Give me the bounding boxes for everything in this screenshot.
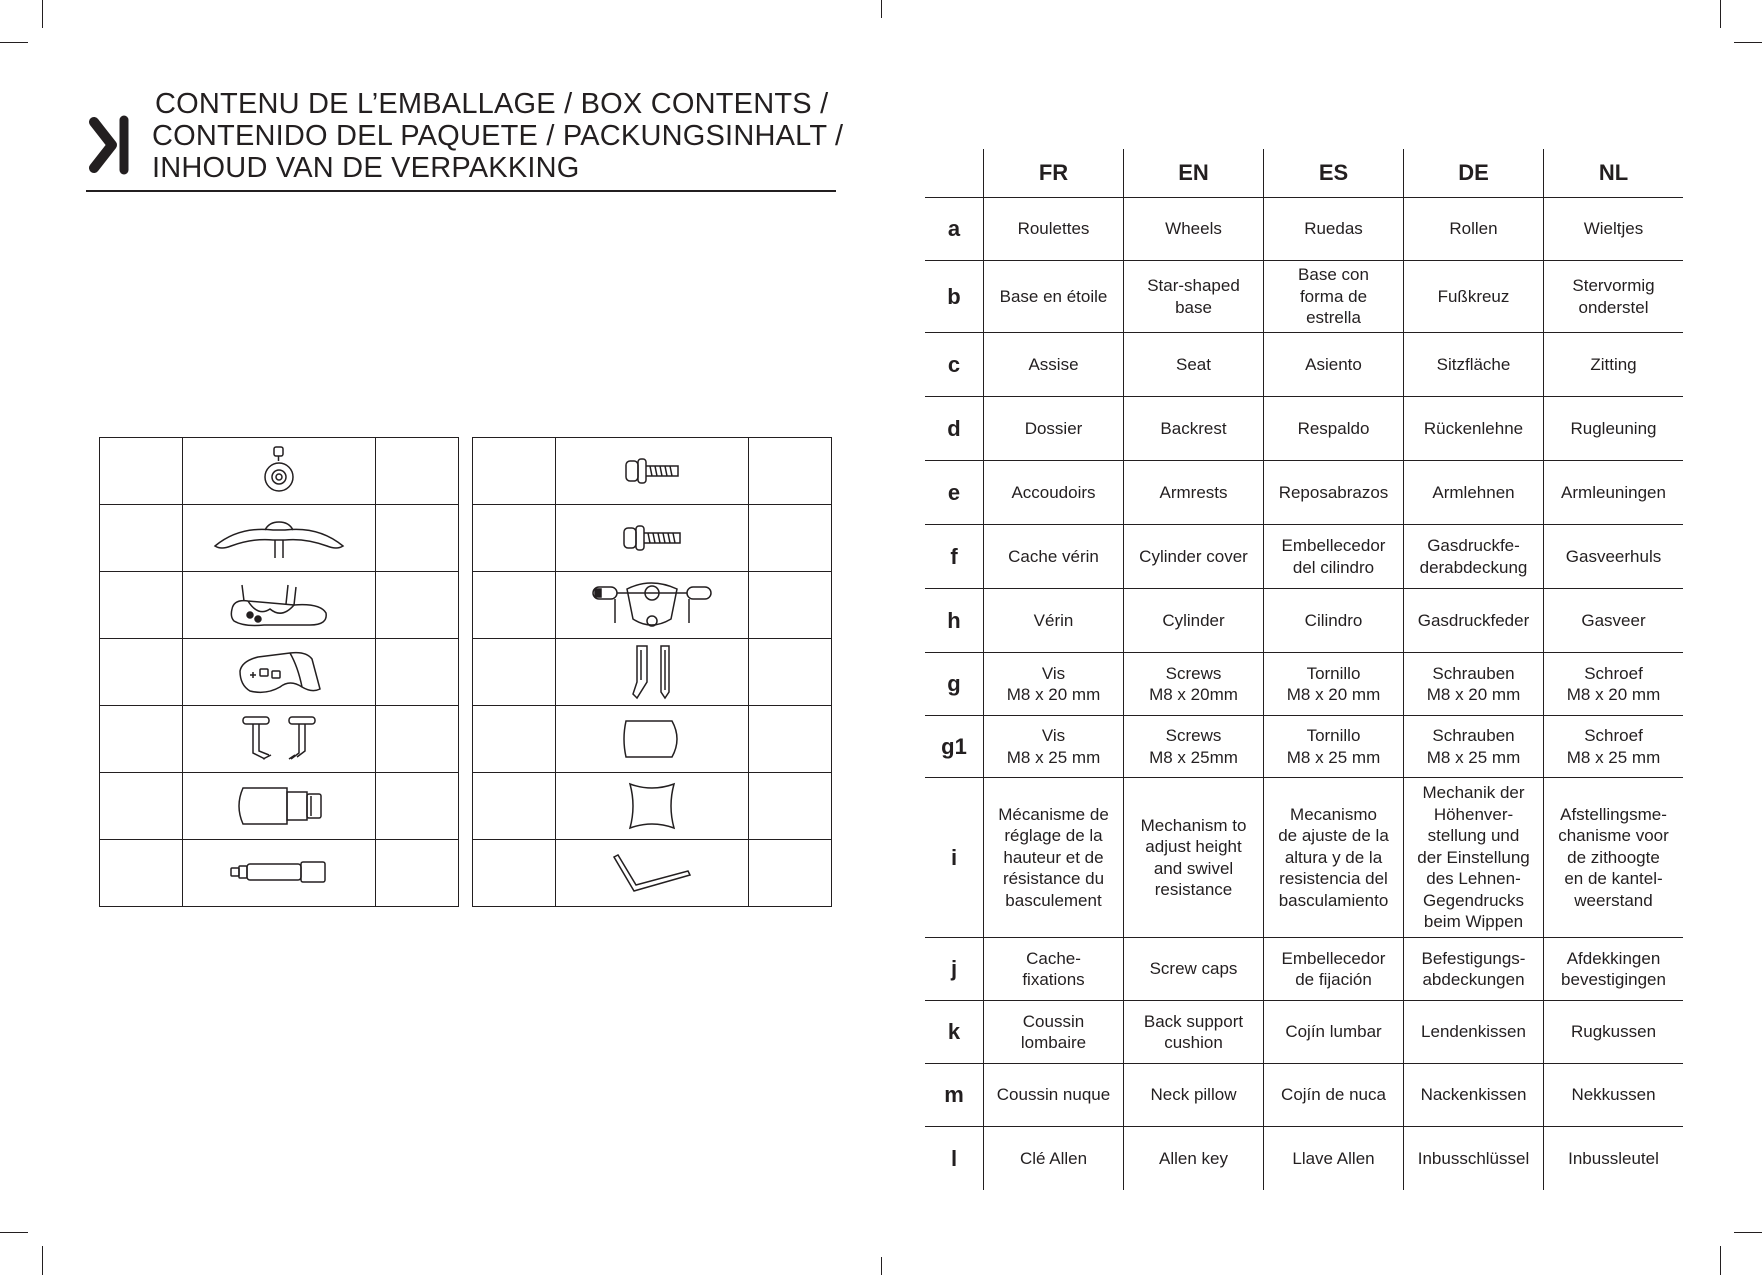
translation-cell: Nekkussen: [1544, 1064, 1684, 1127]
part-letter: b: [925, 261, 984, 333]
translation-cell: Respaldo: [1264, 397, 1404, 461]
qty-cell: [376, 773, 459, 840]
part-letter: k: [925, 1001, 984, 1064]
letter-cell: [100, 706, 183, 773]
parts-row: [100, 840, 459, 907]
gas-cylinder-icon: [229, 858, 329, 888]
translation-cell: Cylinder: [1124, 589, 1264, 653]
part-image-cell: [183, 773, 376, 840]
letter-cell: [100, 505, 183, 572]
translation-cell: Roulettes: [984, 198, 1124, 261]
translation-cell: Backrest: [1124, 397, 1264, 461]
translation-cell: Afdekkingen bevestigingen: [1544, 938, 1684, 1001]
translation-cell: Rollen: [1404, 198, 1544, 261]
crop-mark: [881, 1257, 882, 1275]
cylinder-cover-icon: [231, 782, 327, 830]
translation-cell: Schroef M8 x 20 mm: [1544, 653, 1684, 716]
part-image-cell: [556, 438, 749, 505]
lang-header: ES: [1264, 149, 1404, 198]
translation-cell: Base con forma de estrella: [1264, 261, 1404, 333]
translation-row: [925, 261, 1683, 333]
crop-mark: [881, 0, 882, 18]
translation-cell: Armleuningen: [1544, 461, 1684, 525]
page-title: [152, 88, 843, 184]
part-letter: i: [925, 778, 984, 938]
translation-cell: Accoudoirs: [984, 461, 1124, 525]
translation-cell: Schroef M8 x 25 mm: [1544, 716, 1684, 778]
qty-cell: [749, 639, 832, 706]
translation-row: [925, 198, 1683, 261]
translation-row: [925, 778, 1683, 938]
letter-cell: [473, 438, 556, 505]
part-image-cell: [183, 840, 376, 907]
part-image-cell: [556, 639, 749, 706]
qty-cell: [749, 773, 832, 840]
parts-row: [100, 773, 459, 840]
translation-cell: Inbussleutel: [1544, 1127, 1684, 1190]
key-header: [925, 149, 984, 198]
translation-row: [925, 461, 1683, 525]
parts-row: [473, 706, 832, 773]
part-image-cell: [556, 505, 749, 572]
translation-cell: Vis M8 x 25 mm: [984, 716, 1124, 778]
letter-cell: [473, 505, 556, 572]
crop-mark: [1734, 1232, 1762, 1233]
allen-key-icon: [610, 851, 694, 895]
translation-cell: Armrests: [1124, 461, 1264, 525]
chevron-bar-logo: [86, 114, 132, 176]
translation-cell: Gasveerhuls: [1544, 525, 1684, 589]
translation-cell: Zitting: [1544, 333, 1684, 397]
translation-cell: Lendenkissen: [1404, 1001, 1544, 1064]
parts-row: [100, 505, 459, 572]
parts-row: [100, 706, 459, 773]
translation-cell: Armlehnen: [1404, 461, 1544, 525]
screw-long-icon: [622, 525, 682, 551]
letter-cell: [100, 773, 183, 840]
translation-cell: Gasdruckfeder: [1404, 589, 1544, 653]
parts-grid-right: [472, 437, 832, 907]
translation-cell: Inbusschlüssel: [1404, 1127, 1544, 1190]
translation-cell: Dossier: [984, 397, 1124, 461]
part-letter: g1: [925, 716, 984, 778]
translation-row: [925, 589, 1683, 653]
qty-cell: [376, 706, 459, 773]
translation-cell: Schrauben M8 x 25 mm: [1404, 716, 1544, 778]
tilt-mechanism-icon: [587, 577, 717, 633]
translation-row: [925, 1127, 1683, 1190]
qty-cell: [749, 840, 832, 907]
qty-cell: [376, 840, 459, 907]
translation-cell: Wheels: [1124, 198, 1264, 261]
translation-row: [925, 1064, 1683, 1127]
translation-cell: Embellecedor del cilindro: [1264, 525, 1404, 589]
translation-row: [925, 333, 1683, 397]
armrests-icon: [239, 713, 319, 765]
translation-cell: Assise: [984, 333, 1124, 397]
part-letter: a: [925, 198, 984, 261]
translation-cell: Mecanismo de ajuste de la altura y de la resistencia del basculamiento: [1264, 778, 1404, 938]
letter-cell: [473, 572, 556, 639]
part-letter: h: [925, 589, 984, 653]
letter-cell: [473, 706, 556, 773]
parts-row: [473, 572, 832, 639]
letter-cell: [100, 572, 183, 639]
translation-cell: Cylinder cover: [1124, 525, 1264, 589]
letter-cell: [100, 840, 183, 907]
qty-cell: [376, 505, 459, 572]
translation-cell: Reposabrazos: [1264, 461, 1404, 525]
translation-cell: Mechanik der Höhenver- stellung und der Einstellung des Lehnen- Gegendrucks beim Wippen: [1404, 778, 1544, 938]
translation-cell: Screw caps: [1124, 938, 1264, 1001]
translation-cell: Clé Allen: [984, 1127, 1124, 1190]
neck-pillow-icon: [622, 780, 682, 832]
parts-row: [100, 438, 459, 505]
crop-mark: [0, 42, 28, 43]
parts-grid-left: [99, 437, 459, 907]
translation-cell: Vérin: [984, 589, 1124, 653]
letter-cell: [100, 639, 183, 706]
translation-cell: Coussin lombaire: [984, 1001, 1124, 1064]
translation-cell: Cilindro: [1264, 589, 1404, 653]
lang-header: EN: [1124, 149, 1264, 198]
title-line-2: CONTENIDO DEL PAQUETE / PACKUNGSINHALT /: [152, 120, 844, 152]
translation-row: [925, 938, 1683, 1001]
backrest-icon: [236, 647, 322, 697]
lang-header: DE: [1404, 149, 1544, 198]
letter-cell: [100, 438, 183, 505]
part-letter: j: [925, 938, 984, 1001]
part-image-cell: [183, 572, 376, 639]
letter-cell: [473, 639, 556, 706]
crop-mark: [42, 0, 43, 28]
translation-header-row: [925, 149, 1683, 198]
translation-cell: Rugkussen: [1544, 1001, 1684, 1064]
translation-cell: Gasdruckfe- derabdeckung: [1404, 525, 1544, 589]
translation-body: [925, 198, 1683, 1190]
parts-row: [473, 438, 832, 505]
translation-cell: Seat: [1124, 333, 1264, 397]
crop-mark: [0, 1232, 28, 1233]
translation-row: [925, 653, 1683, 716]
part-image-cell: [183, 505, 376, 572]
translation-cell: Cojín de nuca: [1264, 1064, 1404, 1127]
translation-cell: Allen key: [1124, 1127, 1264, 1190]
translation-cell: Back support cushion: [1124, 1001, 1264, 1064]
letter-cell: [473, 840, 556, 907]
part-letter: f: [925, 525, 984, 589]
translation-cell: Wieltjes: [1544, 198, 1684, 261]
translation-cell: Vis M8 x 20 mm: [984, 653, 1124, 716]
translation-cell: Stervormig onderstel: [1544, 261, 1684, 333]
lang-header: NL: [1544, 149, 1684, 198]
part-image-cell: [183, 438, 376, 505]
translation-cell: Afstellingsme- chanisme voor de zithoogte en de kantel- weerstand: [1544, 778, 1684, 938]
parts-row: [100, 639, 459, 706]
heading-divider: [86, 190, 836, 192]
translation-cell: Rugleuning: [1544, 397, 1684, 461]
part-letter: c: [925, 333, 984, 397]
letter-cell: [473, 773, 556, 840]
parts-row: [473, 840, 832, 907]
part-image-cell: [556, 840, 749, 907]
translation-row: [925, 1001, 1683, 1064]
translation-cell: Coussin nuque: [984, 1064, 1124, 1127]
part-image-cell: [556, 706, 749, 773]
translation-cell: Schrauben M8 x 20 mm: [1404, 653, 1544, 716]
translation-cell: Mechanism to adjust height and swivel resistance: [1124, 778, 1264, 938]
parts-row: [100, 572, 459, 639]
translation-cell: Befestigungs- abdeckungen: [1404, 938, 1544, 1001]
lang-header: FR: [984, 149, 1124, 198]
qty-cell: [749, 505, 832, 572]
translation-cell: Star-shaped base: [1124, 261, 1264, 333]
translation-cell: Neck pillow: [1124, 1064, 1264, 1127]
crop-mark: [1720, 0, 1721, 28]
star-base-icon: [209, 516, 349, 560]
qty-cell: [376, 438, 459, 505]
translation-cell: Asiento: [1264, 333, 1404, 397]
translation-row: [925, 716, 1683, 778]
translation-cell: Cache vérin: [984, 525, 1124, 589]
crop-mark: [1720, 1246, 1721, 1275]
qty-cell: [376, 639, 459, 706]
qty-cell: [749, 572, 832, 639]
translation-cell: Rückenlehne: [1404, 397, 1544, 461]
title-line-3: INHOUD VAN DE VERPAKKING: [152, 152, 580, 184]
translation-cell: Tornillo M8 x 25 mm: [1264, 716, 1404, 778]
translation-cell: Mécanisme de réglage de la hauteur et de résistance du basculement: [984, 778, 1124, 938]
translation-cell: Cache- fixations: [984, 938, 1124, 1001]
part-image-cell: [556, 773, 749, 840]
parts-row: [473, 773, 832, 840]
parts-row: [473, 505, 832, 572]
wheel-caster-icon: [259, 443, 299, 499]
part-letter: m: [925, 1064, 984, 1127]
crop-mark: [1734, 42, 1762, 43]
title-line-1: CONTENU DE L’EMBALLAGE / BOX CONTENTS /: [155, 88, 829, 120]
translation-cell: Cojín lumbar: [1264, 1001, 1404, 1064]
translation-row: [925, 525, 1683, 589]
translation-cell: Screws M8 x 20mm: [1124, 653, 1264, 716]
part-image-cell: [556, 572, 749, 639]
qty-cell: [376, 572, 459, 639]
translation-row: [925, 397, 1683, 461]
part-letter: d: [925, 397, 984, 461]
lumbar-cushion-icon: [620, 715, 684, 763]
part-letter: l: [925, 1127, 984, 1190]
translation-cell: Screws M8 x 25mm: [1124, 716, 1264, 778]
translation-cell: Tornillo M8 x 20 mm: [1264, 653, 1404, 716]
qty-cell: [749, 438, 832, 505]
seat-icon: [224, 579, 334, 631]
screw-caps-icon: [627, 642, 677, 702]
crop-mark: [42, 1246, 43, 1275]
translation-cell: Ruedas: [1264, 198, 1404, 261]
parts-row: [473, 639, 832, 706]
qty-cell: [749, 706, 832, 773]
translation-cell: Fußkreuz: [1404, 261, 1544, 333]
translation-cell: Gasveer: [1544, 589, 1684, 653]
translation-cell: Sitzfläche: [1404, 333, 1544, 397]
part-letter: e: [925, 461, 984, 525]
part-letter: g: [925, 653, 984, 716]
translation-table: [925, 149, 1683, 1190]
translation-cell: Embellecedor de fijación: [1264, 938, 1404, 1001]
translation-cell: Llave Allen: [1264, 1127, 1404, 1190]
part-image-cell: [183, 639, 376, 706]
translation-cell: Nackenkissen: [1404, 1064, 1544, 1127]
translation-cell: Base en étoile: [984, 261, 1124, 333]
screw-short-icon: [624, 458, 680, 484]
part-image-cell: [183, 706, 376, 773]
